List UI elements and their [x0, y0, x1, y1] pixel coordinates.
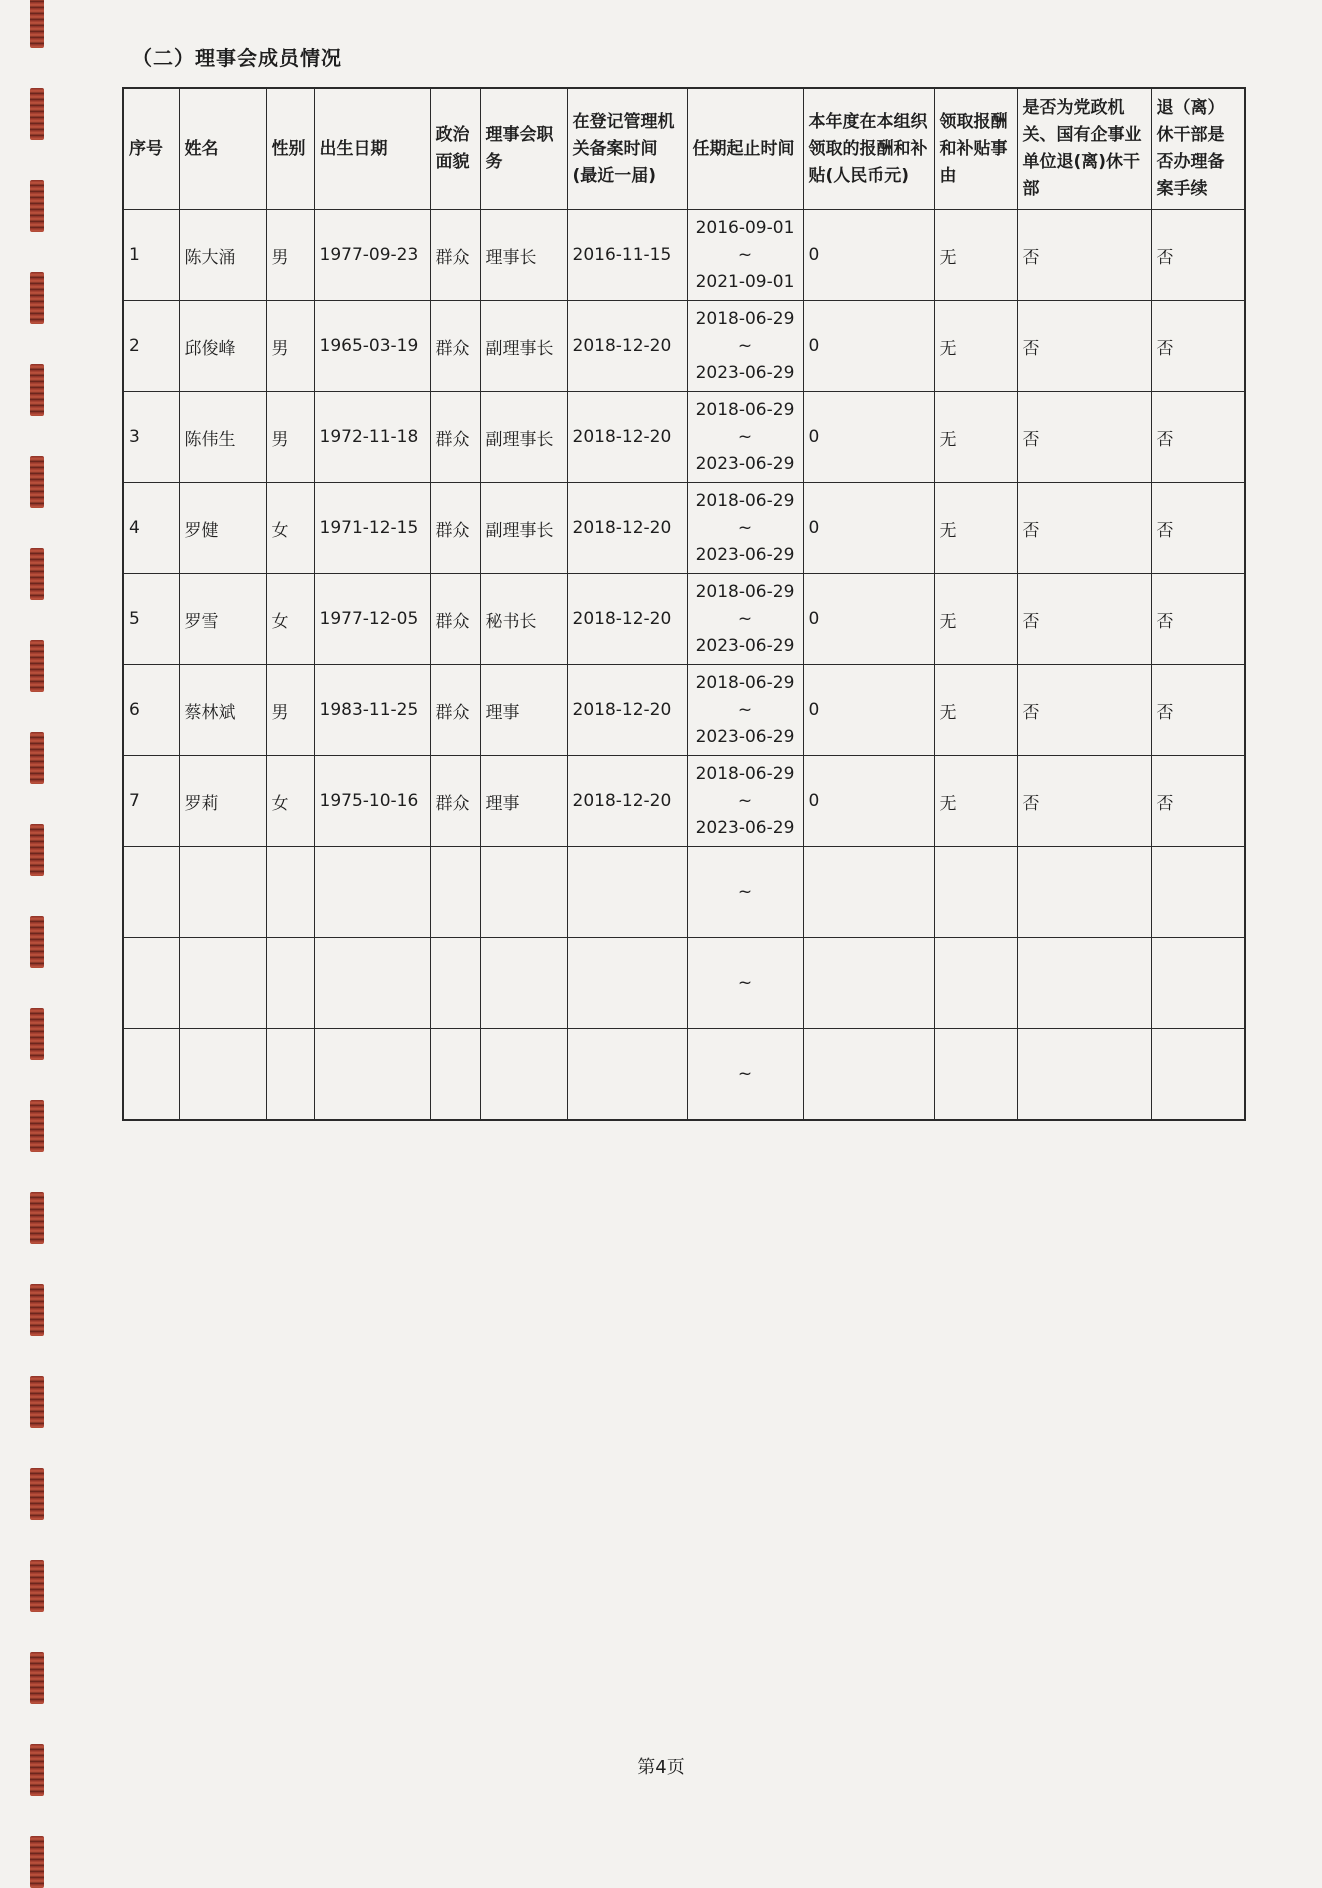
cell-gender: 男 — [266, 301, 314, 392]
cell-birth: 1977-09-23 — [314, 210, 430, 301]
term-end: 2023-06-29 — [695, 453, 795, 474]
cell-pay: 0 — [803, 301, 934, 392]
cell-pay: 0 — [803, 210, 934, 301]
cell-retired: 否 — [1017, 574, 1151, 665]
binding-hole — [30, 916, 44, 968]
cell-position: 副理事长 — [480, 483, 567, 574]
cell-reason: 无 — [934, 665, 1017, 756]
cell-filed: 2018-12-20 — [567, 301, 687, 392]
cell-pay: 0 — [803, 483, 934, 574]
cell-filed: 2018-12-20 — [567, 574, 687, 665]
cell-pay — [803, 1029, 934, 1121]
table-row — [123, 938, 1245, 1029]
binding-hole — [30, 824, 44, 876]
term-sep: ~ — [737, 517, 753, 538]
cell-birth: 1977-12-05 — [314, 574, 430, 665]
cell-retire-filed: 否 — [1151, 574, 1245, 665]
binding-hole — [30, 88, 44, 140]
term-start: 2018-06-29 — [695, 581, 795, 602]
term-range — [693, 943, 798, 1024]
cell-retire-filed — [1151, 1029, 1245, 1121]
cell-filed: 2018-12-20 — [567, 392, 687, 483]
cell-retire-filed: 否 — [1151, 301, 1245, 392]
cell-position: 副理事长 — [480, 392, 567, 483]
table-row — [123, 665, 1245, 756]
binding-hole — [30, 180, 44, 232]
binding-hole — [30, 1284, 44, 1336]
table-row — [123, 210, 1245, 301]
term-start: 2018-06-29 — [695, 490, 795, 511]
cell-name: 邱俊峰 — [179, 301, 266, 392]
cell-retired: 否 — [1017, 665, 1151, 756]
binding-hole — [30, 1652, 44, 1704]
cell-pay: 0 — [803, 665, 934, 756]
cell-pay: 0 — [803, 756, 934, 847]
cell-retired — [1017, 847, 1151, 938]
cell-no — [123, 938, 179, 1029]
binding-hole — [30, 1836, 44, 1888]
term-range — [693, 852, 798, 933]
cell-political: 群众 — [430, 574, 480, 665]
cell-name: 蔡林斌 — [179, 665, 266, 756]
term-range — [693, 215, 798, 296]
term-range — [693, 1034, 798, 1115]
binding-hole — [30, 364, 44, 416]
cell-term — [687, 483, 803, 574]
cell-reason: 无 — [934, 210, 1017, 301]
term-end: 2023-06-29 — [695, 726, 795, 747]
cell-no — [123, 1029, 179, 1121]
term-range — [693, 488, 798, 569]
binding-hole — [30, 640, 44, 692]
binding-hole — [30, 0, 44, 48]
cell-gender — [266, 1029, 314, 1121]
cell-retire-filed: 否 — [1151, 483, 1245, 574]
cell-pay: 0 — [803, 574, 934, 665]
cell-no: 7 — [123, 756, 179, 847]
binding-hole — [30, 1376, 44, 1428]
cell-gender: 女 — [266, 756, 314, 847]
cell-retire-filed: 否 — [1151, 756, 1245, 847]
cell-birth — [314, 1029, 430, 1121]
binding-hole — [30, 548, 44, 600]
cell-name: 陈伟生 — [179, 392, 266, 483]
cell-pay: 0 — [803, 392, 934, 483]
term-range — [693, 579, 798, 660]
term-start — [693, 852, 798, 879]
cell-birth: 1972-11-18 — [314, 392, 430, 483]
header-political: 政治面貌 — [430, 88, 480, 210]
table-row — [123, 483, 1245, 574]
cell-retired: 否 — [1017, 756, 1151, 847]
binding-hole — [30, 1468, 44, 1520]
cell-name: 陈大涌 — [179, 210, 266, 301]
spiral-binding — [30, 0, 46, 1871]
page-number: 第4页 — [637, 1757, 685, 1778]
term-end — [693, 906, 798, 933]
cell-filed: 2016-11-15 — [567, 210, 687, 301]
cell-name — [179, 847, 266, 938]
cell-reason: 无 — [934, 574, 1017, 665]
term-start: 2018-06-29 — [695, 399, 795, 420]
term-range — [693, 397, 798, 478]
cell-reason: 无 — [934, 483, 1017, 574]
cell-position: 理事 — [480, 665, 567, 756]
cell-filed: 2018-12-20 — [567, 483, 687, 574]
cell-birth: 1983-11-25 — [314, 665, 430, 756]
cell-no: 4 — [123, 483, 179, 574]
cell-gender: 男 — [266, 665, 314, 756]
cell-retired — [1017, 1029, 1151, 1121]
binding-hole — [30, 732, 44, 784]
cell-term — [687, 1029, 803, 1121]
cell-name: 罗健 — [179, 483, 266, 574]
header-birth: 出生日期 — [314, 88, 430, 210]
cell-retired: 否 — [1017, 210, 1151, 301]
cell-retire-filed: 否 — [1151, 665, 1245, 756]
cell-birth: 1965-03-19 — [314, 301, 430, 392]
header-retired: 是否为党政机关、国有企事业单位退(离)休干部 — [1017, 88, 1151, 210]
term-range — [693, 670, 798, 751]
cell-position: 理事长 — [480, 210, 567, 301]
cell-pay — [803, 847, 934, 938]
cell-political: 群众 — [430, 210, 480, 301]
cell-political: 群众 — [430, 665, 480, 756]
cell-retired: 否 — [1017, 392, 1151, 483]
header-filed: 在登记管理机关备案时间(最近一届) — [567, 88, 687, 210]
cell-term — [687, 938, 803, 1029]
cell-term — [687, 847, 803, 938]
cell-retire-filed — [1151, 847, 1245, 938]
cell-reason: 无 — [934, 756, 1017, 847]
term-end: 2023-06-29 — [695, 544, 795, 565]
cell-retire-filed — [1151, 938, 1245, 1029]
cell-retire-filed: 否 — [1151, 392, 1245, 483]
cell-name — [179, 1029, 266, 1121]
cell-name — [179, 938, 266, 1029]
cell-position — [480, 1029, 567, 1121]
cell-term — [687, 665, 803, 756]
header-reason: 领取报酬和补贴事由 — [934, 88, 1017, 210]
binding-hole — [30, 1192, 44, 1244]
cell-position — [480, 938, 567, 1029]
cell-term — [687, 392, 803, 483]
term-sep: ~ — [737, 881, 753, 902]
cell-position: 副理事长 — [480, 301, 567, 392]
term-end — [693, 997, 798, 1024]
term-sep: ~ — [737, 699, 753, 720]
cell-retired — [1017, 938, 1151, 1029]
cell-reason: 无 — [934, 392, 1017, 483]
cell-retired: 否 — [1017, 301, 1151, 392]
binding-hole — [30, 1008, 44, 1060]
cell-position — [480, 847, 567, 938]
term-range — [693, 761, 798, 842]
cell-political: 群众 — [430, 756, 480, 847]
cell-reason — [934, 847, 1017, 938]
table-body — [123, 210, 1245, 1121]
term-range — [693, 306, 798, 387]
cell-filed: 2018-12-20 — [567, 665, 687, 756]
term-sep: ~ — [737, 244, 753, 265]
cell-political: 群众 — [430, 301, 480, 392]
cell-reason — [934, 938, 1017, 1029]
cell-gender — [266, 847, 314, 938]
header-position: 理事会职务 — [480, 88, 567, 210]
header-gender: 性别 — [266, 88, 314, 210]
header-name: 姓名 — [179, 88, 266, 210]
header-retire-filed: 退（离）休干部是否办理备案手续 — [1151, 88, 1245, 210]
term-sep: ~ — [737, 426, 753, 447]
table-row — [123, 847, 1245, 938]
header-no: 序号 — [123, 88, 179, 210]
cell-reason — [934, 1029, 1017, 1121]
cell-retire-filed: 否 — [1151, 210, 1245, 301]
cell-filed — [567, 1029, 687, 1121]
term-end: 2023-06-29 — [695, 362, 795, 383]
cell-birth — [314, 847, 430, 938]
cell-no: 5 — [123, 574, 179, 665]
cell-term — [687, 301, 803, 392]
cell-gender: 女 — [266, 574, 314, 665]
cell-term — [687, 756, 803, 847]
term-end — [693, 1088, 798, 1115]
cell-no — [123, 847, 179, 938]
binding-hole — [30, 272, 44, 324]
term-start: 2018-06-29 — [695, 308, 795, 329]
cell-position: 理事 — [480, 756, 567, 847]
cell-name: 罗雪 — [179, 574, 266, 665]
term-sep: ~ — [737, 790, 753, 811]
binding-hole — [30, 1100, 44, 1152]
cell-no: 3 — [123, 392, 179, 483]
term-start: 2018-06-29 — [695, 763, 795, 784]
term-start: 2018-06-29 — [695, 672, 795, 693]
term-start — [693, 1034, 798, 1061]
cell-name: 罗莉 — [179, 756, 266, 847]
cell-filed: 2018-12-20 — [567, 756, 687, 847]
term-start — [693, 943, 798, 970]
table-row — [123, 1029, 1245, 1121]
term-sep: ~ — [737, 1063, 753, 1084]
header-term: 任期起止时间 — [687, 88, 803, 210]
cell-gender: 男 — [266, 210, 314, 301]
cell-reason: 无 — [934, 301, 1017, 392]
cell-political: 群众 — [430, 392, 480, 483]
cell-retired: 否 — [1017, 483, 1151, 574]
cell-pay — [803, 938, 934, 1029]
cell-filed — [567, 847, 687, 938]
binding-hole — [30, 1560, 44, 1612]
cell-birth — [314, 938, 430, 1029]
board-members-table — [122, 87, 1246, 1121]
term-end: 2023-06-29 — [695, 817, 795, 838]
cell-political — [430, 938, 480, 1029]
table-row — [123, 392, 1245, 483]
table-header-row — [123, 88, 1245, 210]
table-row — [123, 301, 1245, 392]
cell-gender: 男 — [266, 392, 314, 483]
table-row — [123, 756, 1245, 847]
cell-political — [430, 847, 480, 938]
cell-no: 6 — [123, 665, 179, 756]
cell-political — [430, 1029, 480, 1121]
cell-birth: 1975-10-16 — [314, 756, 430, 847]
cell-political: 群众 — [430, 483, 480, 574]
table-row — [123, 574, 1245, 665]
section-title: （二）理事会成员情况 — [132, 46, 342, 70]
term-start: 2016-09-01 — [695, 217, 795, 238]
cell-position: 秘书长 — [480, 574, 567, 665]
cell-gender — [266, 938, 314, 1029]
term-sep: ~ — [737, 335, 753, 356]
cell-term — [687, 210, 803, 301]
cell-no: 2 — [123, 301, 179, 392]
binding-hole — [30, 456, 44, 508]
term-end: 2023-06-29 — [695, 635, 795, 656]
cell-gender: 女 — [266, 483, 314, 574]
term-end: 2021-09-01 — [695, 271, 795, 292]
cell-no: 1 — [123, 210, 179, 301]
cell-filed — [567, 938, 687, 1029]
term-sep: ~ — [737, 972, 753, 993]
term-sep: ~ — [737, 608, 753, 629]
cell-birth: 1971-12-15 — [314, 483, 430, 574]
cell-term — [687, 574, 803, 665]
header-pay: 本年度在本组织领取的报酬和补贴(人民币元) — [803, 88, 934, 210]
